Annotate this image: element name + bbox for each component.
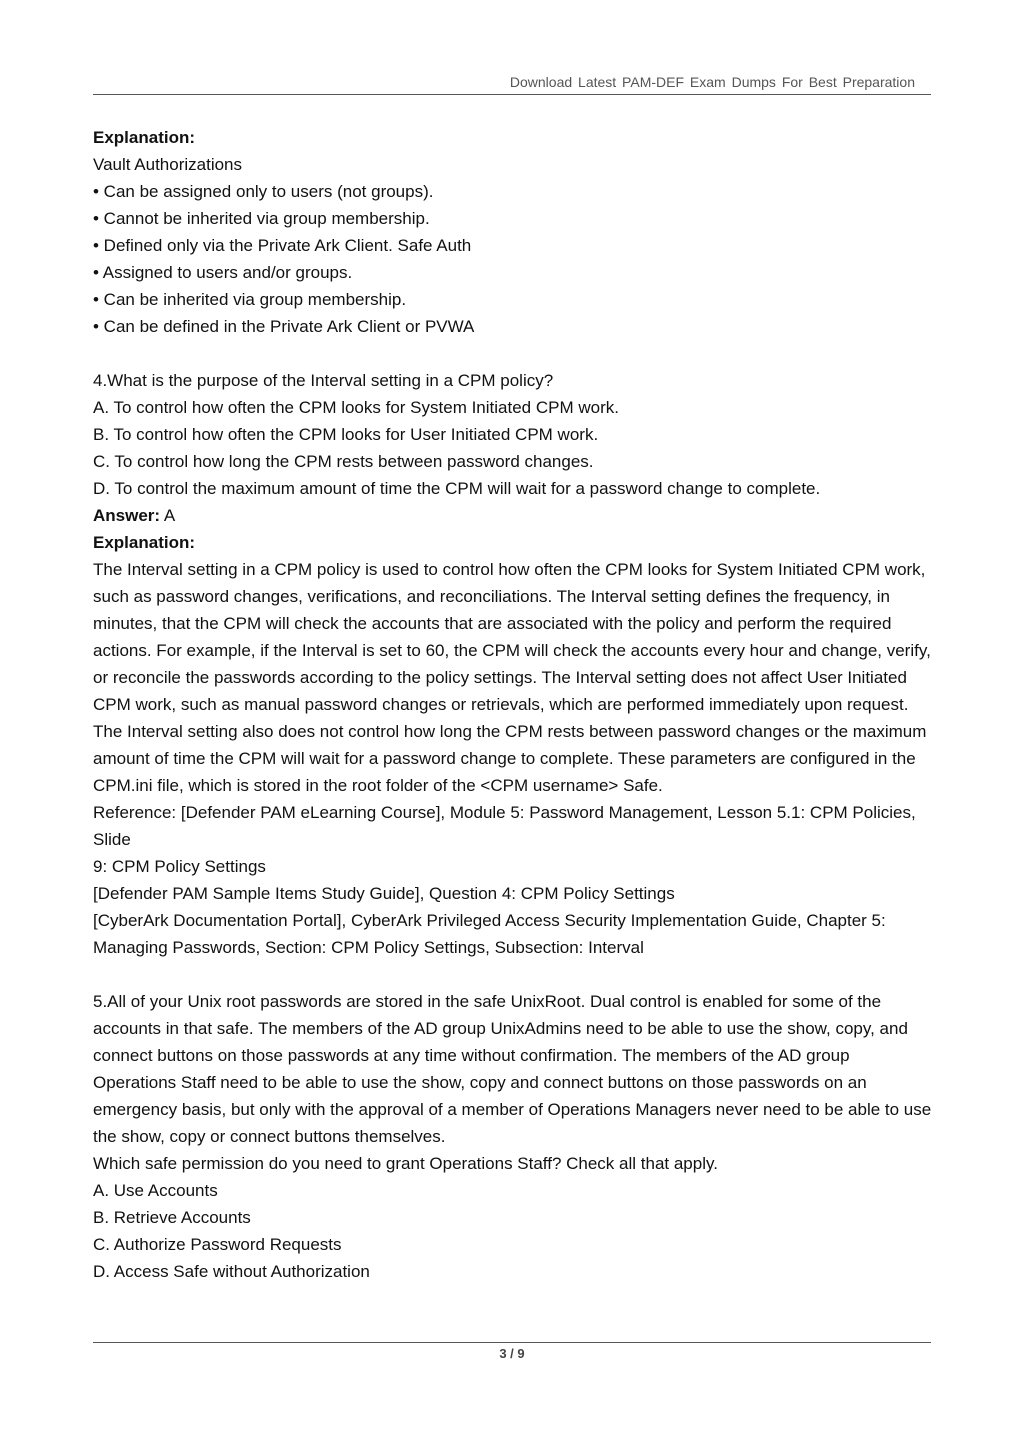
spacer xyxy=(93,961,935,988)
answer-option: B. Retrieve Accounts xyxy=(93,1208,251,1227)
reference-line: [Defender PAM Sample Items Study Guide], Question 4: CPM Policy Settings xyxy=(93,884,675,903)
question-text: 4.What is the purpose of the Interval setting in a CPM policy? xyxy=(93,371,554,390)
answer-option: D. To control the maximum amount of time the CPM will wait for a password change to complete. xyxy=(93,479,821,498)
explanation-line: • Defined only via the Private Ark Client. Safe Auth xyxy=(93,236,472,255)
header-text: Download Latest PAM-DEF Exam Dumps For Best Preparation xyxy=(509,74,915,90)
explanation-line: • Cannot be inherited via group membership. xyxy=(93,209,430,228)
explanation-text: The Interval setting in a CPM policy is used to control how often the CPM looks for System Initiated CPM work, such as password changes, verifications, and reconciliations. The Interval setting defines the frequency, in minutes, that the CPM will check the accounts that are associated with the policy and perform the required actions. For example, if the Interval is set to 60, the CPM will check the accounts every hour and change, verify, or reconcile the passwords according to the policy settings. The Interval setting does not affect User Initiated CPM work, such as manual password changes or retrievals, which are performed immediately upon request. The Interval setting also does not control how long the CPM rests between password changes or the maximum amount of time the CPM will wait for a password change to complete. These parameters are configured in the CPM.ini file, which is stored in the root folder of the <CPM username> Safe. xyxy=(93,560,931,795)
page-header xyxy=(93,72,931,95)
explanation-line: Vault Authorizations xyxy=(93,155,242,174)
answer-option: A. To control how often the CPM looks for System Initiated CPM work. xyxy=(93,398,619,417)
answer-option: C. To control how long the CPM rests between password changes. xyxy=(93,452,594,471)
question-text: 5.All of your Unix root passwords are stored in the safe UnixRoot. Dual control is enabled for some of the accounts in that safe. The members of the AD group UnixAdmins need to be able to use the show, copy, and connect buttons on those passwords at any time without confirmation. The members of the AD group Operations Staff need to be able to use the show, copy and connect buttons on those passwords on an emergency basis, but only with the approval of a member of Operations Managers never need to be able to use the show, copy or connect buttons themselves. xyxy=(93,992,932,1146)
explanation-line: • Can be defined in the Private Ark Client or PVWA xyxy=(93,317,475,336)
reference-line: Reference: [Defender PAM eLearning Course], Module 5: Password Management, Lesson 5.1: CPM Policies, Slide xyxy=(93,803,916,849)
reference-line: 9: CPM Policy Settings xyxy=(93,857,266,876)
question-4 xyxy=(93,367,935,961)
footer-divider xyxy=(93,1342,931,1343)
answer-option: A. Use Accounts xyxy=(93,1181,218,1200)
answer-option: C. Authorize Password Requests xyxy=(93,1235,342,1254)
page-number: 3 / 9 xyxy=(499,1346,525,1361)
answer-label: Answer: xyxy=(93,506,161,525)
q3-explanation xyxy=(93,124,935,340)
explanation-line: • Assigned to users and/or groups. xyxy=(93,263,353,282)
explanation-heading: Explanation: xyxy=(93,128,196,147)
explanation-line: • Can be assigned only to users (not groups). xyxy=(93,182,434,201)
question-prompt: Which safe permission do you need to grant Operations Staff? Check all that apply. xyxy=(93,1154,718,1173)
spacer xyxy=(93,340,935,367)
question-5 xyxy=(93,988,935,1285)
answer-line xyxy=(93,502,935,529)
explanation-line: • Can be inherited via group membership. xyxy=(93,290,407,309)
answer-value: A xyxy=(160,506,176,525)
page-content xyxy=(93,124,935,1285)
explanation-heading: Explanation: xyxy=(93,533,196,552)
reference-line: [CyberArk Documentation Portal], CyberArk Privileged Access Security Implementation Guide, Chapter 5: Managing Passwords, Section: CPM Policy Settings, Subsection: Interval xyxy=(93,911,886,957)
answer-option: D. Access Safe without Authorization xyxy=(93,1262,370,1281)
answer-option: B. To control how often the CPM looks for User Initiated CPM work. xyxy=(93,425,599,444)
